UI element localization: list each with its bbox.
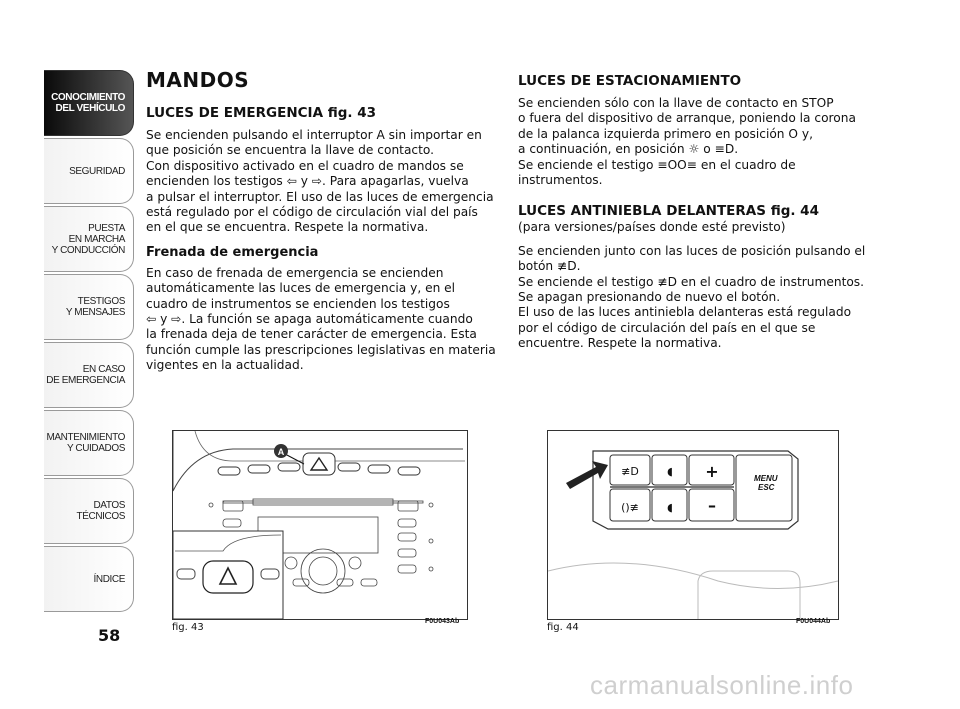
paragraph-emergencia: Se encienden pulsando el interruptor A sin importar en que posición se encuentra la llave de contacto. Con dispositivo activado en el cuadro de mandos se encienden los testigos ⇦ y ⇨. Para apagarlas, vuelva a pulsar el interruptor. El uso de las luces de emergencia está regulado por el código de circulación vial del país en el que se encuentra. Respete la normativa. (146, 128, 494, 235)
figure-43-caption: fig. 43 (172, 622, 204, 633)
left-column (146, 68, 501, 380)
section-heading-emergencia (146, 104, 501, 122)
section-heading-estacionamiento: LUCES DE ESTACIONAMIENTO (518, 73, 742, 89)
rear-fog-icon: ()≢ (621, 501, 639, 514)
subsection-heading-frenada: Frenada de emergencia (146, 244, 319, 260)
tab-datos-tecnicos[interactable]: DATOS TÉCNICOS (44, 478, 134, 544)
paragraph-estacionamiento: Se encienden sólo con la llave de contacto en STOP o fuera del dispositivo de arranque, poniendo la corona de la palanca izquierda primero en posición O y, a continuación, en posición ☼ o ≡D. Se enciende el testigo ≡OO≡ en el cuadro de instrumentos. (518, 96, 856, 188)
figure-43-radio-panel (172, 430, 468, 620)
plus-icon: + (705, 462, 719, 481)
paragraph-frenada: En caso de frenada de emergencia se encienden automáticamente las luces de emergencia y, en el cuadro de instrumentos se encienden los testigos ⇦ y ⇨. La función se apaga automáticamente cuando la frenada deja de tener carácter de emergencia. Esta función cumple las prescripciones legislativas en materia vigentes en la actualidad. (146, 265, 496, 373)
figure-44-light-switch-panel (547, 430, 839, 620)
tab-testigos[interactable]: TESTIGOS Y MENSAJES (44, 274, 134, 340)
heading-text: LUCES ANTINIEBLA DELANTERAS (518, 203, 766, 220)
figure-44-caption: fig. 44 (547, 622, 579, 633)
tab-puesta-en-marcha[interactable]: PUESTA EN MARCHA Y CONDUCCIÓN (44, 206, 134, 272)
heading-text: LUCES DE EMERGENCIA (146, 105, 324, 121)
right-column (518, 68, 883, 358)
figure-ref[interactable]: fig. 44 (770, 203, 819, 220)
light-icon: ◖ (667, 465, 673, 478)
section-heading-antiniebla (518, 202, 883, 220)
watermark: carmanualsonline.info (590, 670, 854, 700)
esc-label: ESC (758, 483, 775, 492)
tab-mantenimiento[interactable]: MANTENIMIENTO Y CUIDADOS (44, 410, 134, 476)
tab-seguridad[interactable]: SEGURIDAD (44, 138, 134, 204)
callout-a: A (277, 447, 285, 457)
page-number: 58 (98, 626, 121, 645)
beam-icon: ◖ (667, 501, 673, 514)
minus-icon: – (708, 496, 716, 515)
tab-conocimiento[interactable]: CONOCIMIENTO DEL VEHÍCULO (44, 70, 134, 136)
subheading-versiones: (para versiones/países donde esté previsto) (518, 220, 786, 235)
tab-emergencia[interactable]: EN CASO DE EMERGENCIA (44, 342, 134, 408)
figure-43-code: F0U043Ab (425, 618, 460, 625)
light-switch-illustration (548, 431, 838, 619)
chapter-tabs (44, 70, 134, 614)
figure-ref[interactable]: fig. 43 (327, 105, 377, 121)
page-title: MANDOS (146, 68, 250, 92)
paragraph-antiniebla: Se encienden junto con las luces de posición pulsando el botón ≢D. Se enciende el testigo ≢D en el cuadro de instrumentos. Se apagan presionando de nuevo el botón. El uso de las luces antiniebla delanteras está regulado por el código de circulación del país en el que se encuentre. Respete la normativa. (518, 243, 866, 351)
tab-indice[interactable]: ÍNDICE (44, 546, 134, 612)
figure-44-code: F0U044Ab (796, 618, 831, 625)
radio-panel-illustration (173, 431, 467, 619)
menu-label: MENU (754, 474, 778, 483)
fog-light-icon: ≢D (621, 465, 639, 478)
